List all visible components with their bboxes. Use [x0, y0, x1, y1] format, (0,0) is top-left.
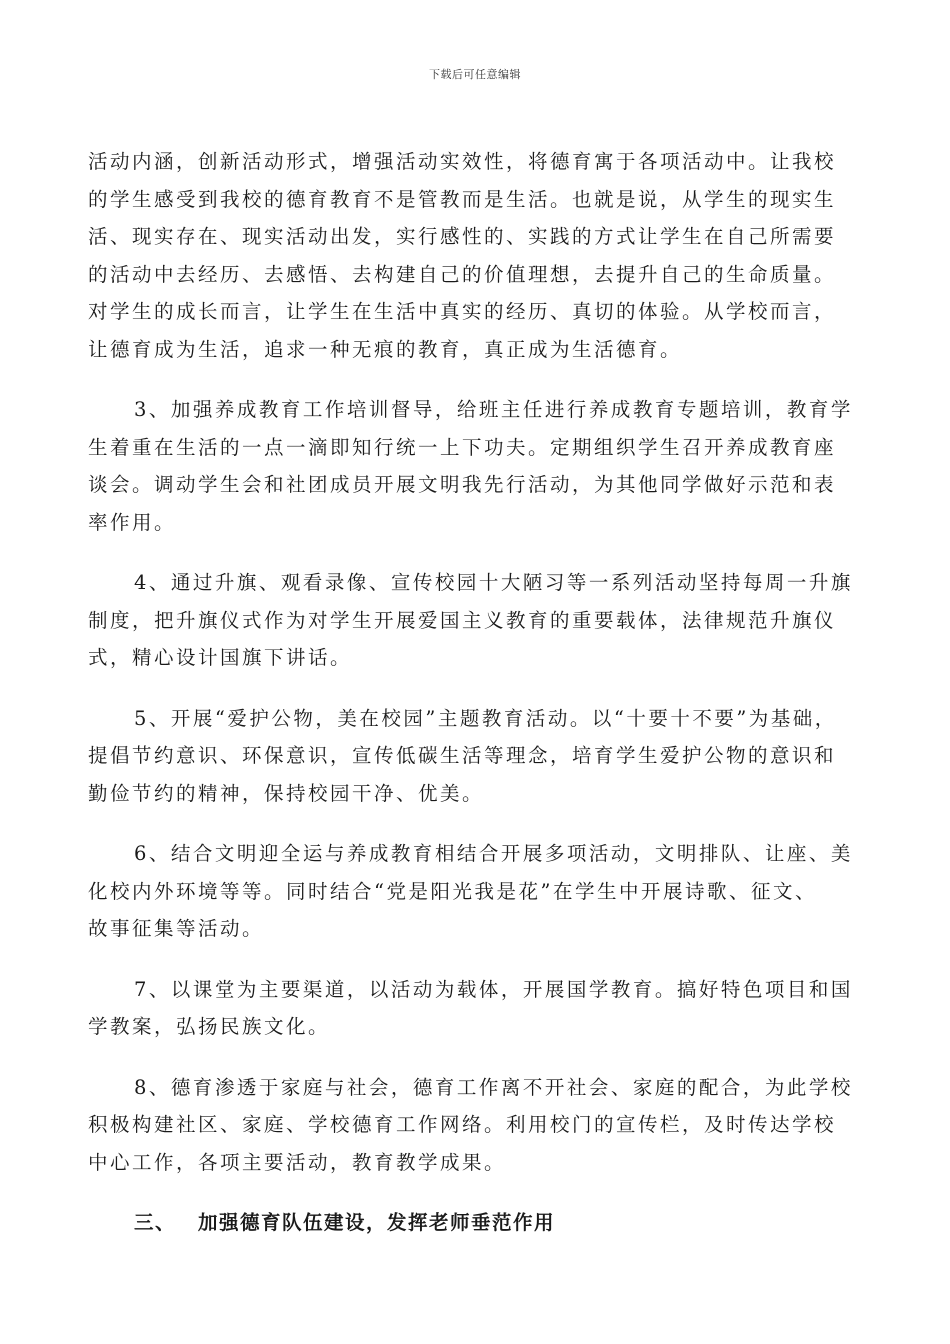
section-title: 加强德育队伍建设，发挥老师垂范作用 — [198, 1211, 556, 1234]
text-line: 故事征集等活动。 — [88, 917, 265, 940]
document-body — [88, 143, 860, 1242]
text-line: 5、开展“爱护公物，美在校园”主题教育活动。以“十要十不要”为基础， — [134, 706, 837, 730]
text-line: 制度，把升旗仪式作为对学生开展爱国主义教育的重要载体，法律规范升旗仪 — [88, 608, 837, 632]
paragraph-item-4 — [88, 564, 860, 677]
text-line: 6、结合文明迎全运与养成教育相结合开展多项活动，文明排队、让座、美 — [134, 842, 853, 865]
paragraph-item-5 — [88, 700, 860, 813]
text-line: 率作用。 — [88, 510, 177, 534]
paragraph-item-3 — [88, 391, 860, 541]
text-line: 8、德育渗透于家庭与社会，德育工作离不开社会、家庭的配合，为此学校 — [134, 1075, 853, 1099]
text-line: 活、现实存在、现实活动出发，实行感性的、实践的方式让学生在自己所需要 — [88, 225, 837, 248]
text-line: 提倡节约意识、环保意识，宣传低碳生活等理念，培育学生爱护公物的意识和 — [88, 744, 837, 767]
text-line: 中心工作，各项主要活动，教育教学成果。 — [88, 1150, 507, 1174]
text-line: 活动内涵，创新活动形式，增强活动实效性，将德育寓于各项活动中。让我校 — [88, 150, 837, 173]
text-line: 让德育成为生活，追求一种无痕的教育，真正成为生活德育。 — [88, 337, 683, 361]
paragraph-item-6 — [88, 835, 860, 948]
text-line: 勤俭节约的精神，保持校园干净、优美。 — [88, 781, 485, 805]
paragraph-activity-connotation — [88, 143, 860, 368]
text-line: 7、以课堂为主要渠道，以活动为载体，开展国学教育。搞好特色项目和国 — [134, 977, 853, 1001]
text-line: 学教案，弘扬民族文化。 — [88, 1015, 331, 1038]
text-line: 的活动中去经历、去感悟、去构建自己的价值理想，去提升自己的生命质量。 — [88, 262, 837, 286]
section-number: 三、 — [134, 1211, 177, 1234]
text-line: 的学生感受到我校的德育教育不是管教而是生活。也就是说，从学生的现实生 — [88, 187, 837, 211]
section-heading — [88, 1204, 860, 1242]
text-line: 对学生的成长而言，让学生在生活中真实的经历、真切的体验。从学校而言， — [88, 300, 837, 323]
paragraph-item-8 — [88, 1069, 860, 1182]
paragraph-item-7 — [88, 971, 860, 1046]
text-line: 谈会。调动学生会和社团成员开展文明我先行活动，为其他同学做好示范和表 — [88, 473, 837, 496]
text-line: 3、加强养成教育工作培训督导，给班主任进行养成教育专题培训，教育学 — [134, 398, 853, 421]
text-line: 4、通过升旗、观看录像、宣传校园十大陋习等一系列活动坚持每周一升旗 — [134, 571, 853, 594]
text-line: 生着重在生活的一点一滴即知行统一上下功夫。定期组织学生召开养成教育座 — [88, 435, 837, 459]
text-line: 积极构建社区、家庭、学校德育工作网络。利用校门的宣传栏，及时传达学校 — [88, 1113, 837, 1136]
text-line: 式，精心设计国旗下讲话。 — [88, 646, 353, 669]
header-note: 下载后可任意编辑 — [429, 68, 521, 81]
text-line: 化校内外环境等等。同时结合“党是阳光我是花”在学生中开展诗歌、征文、 — [88, 879, 817, 903]
